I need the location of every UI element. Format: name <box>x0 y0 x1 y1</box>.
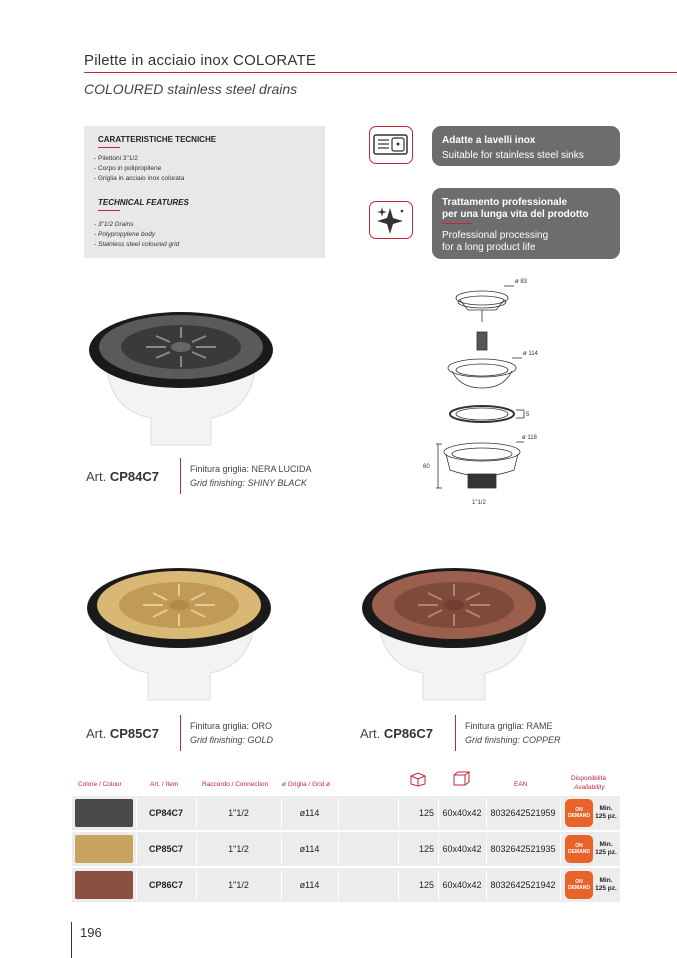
technical-drawing <box>420 276 580 511</box>
badge-line: DEMAND <box>568 849 590 855</box>
finish-it: Finitura griglia: ORO <box>190 721 273 731</box>
page-number-bar <box>71 922 72 958</box>
cell-dims: 60x40x42 <box>442 808 482 818</box>
dimension-label: ø 118 <box>522 435 537 441</box>
cell-dims: 60x40x42 <box>442 880 482 890</box>
cell-min-qty <box>592 868 620 902</box>
caption-divider <box>180 458 181 494</box>
product-image-cp84c7 <box>86 300 276 450</box>
column-divider <box>560 870 561 900</box>
col-header-colour: Colore / Colour <box>78 781 122 788</box>
article-number: CP85C7 <box>109 726 159 741</box>
cell-min-qty <box>592 832 620 866</box>
cell-grid: ø114 <box>299 844 320 854</box>
article-number: CP86C7 <box>383 726 433 741</box>
article-code <box>86 469 159 484</box>
on-demand-badge <box>562 868 596 902</box>
sparkle-icon <box>369 201 413 239</box>
cell-qty: 125 <box>418 844 434 854</box>
col-header-ean: EAN <box>514 781 528 788</box>
min-value: 125 pz. <box>595 813 617 820</box>
finish-info <box>190 719 273 747</box>
cell-dims: 60x40x42 <box>442 844 482 854</box>
finish-en: Grid finishing: SHINY BLACK <box>190 478 307 488</box>
finish-info <box>190 462 312 490</box>
cell-grid: ø114 <box>299 880 320 890</box>
colour-swatch <box>74 796 134 830</box>
article-prefix: Art. <box>86 469 107 484</box>
min-label: Min. <box>599 841 613 848</box>
column-divider <box>338 798 339 828</box>
column-divider <box>338 834 339 864</box>
sink-icon <box>369 126 413 164</box>
article-number: CP84C7 <box>109 469 159 484</box>
cell-item: CP84C7 <box>148 808 184 818</box>
feature-title: Trattamento professionale <box>442 197 568 208</box>
feature-professional-processing <box>432 188 620 259</box>
cell-ean: 8032642521942 <box>490 880 556 890</box>
finish-en: Grid finishing: COPPER <box>465 735 561 745</box>
dimension-label: ø 114 <box>523 351 538 357</box>
page-number: 196 <box>80 925 102 940</box>
article-code <box>360 726 433 741</box>
column-divider <box>338 870 339 900</box>
badge-line: DEMAND <box>568 885 590 891</box>
list-item: - Pilettoni 3"1/2 <box>94 154 184 164</box>
min-value: 125 pz. <box>595 849 617 856</box>
finish-it: Finitura griglia: RAME <box>465 721 553 731</box>
badge-line: ON <box>575 807 583 813</box>
cell-min-qty <box>592 796 620 830</box>
list-item: - 3"1/2 Drains <box>94 220 179 230</box>
cell-connection: 1"1/2 <box>228 808 249 818</box>
tech-list-en <box>94 220 179 250</box>
colour-swatch <box>74 832 134 866</box>
product-image-cp86c7 <box>358 560 550 710</box>
box-icon <box>409 771 427 792</box>
list-item: - Corpo in polipropilene <box>94 164 184 174</box>
caption-divider <box>180 715 181 751</box>
finish-it: Finitura griglia: NERA LUCIDA <box>190 464 312 474</box>
finish-en: Grid finishing: GOLD <box>190 735 274 745</box>
title-divider <box>84 72 677 73</box>
min-label: Min. <box>599 805 613 812</box>
feature-subtitle: Suitable for stainless steel sinks <box>442 150 584 161</box>
min-value: 125 pz. <box>595 885 617 892</box>
dimension-label: 5 <box>526 412 530 418</box>
badge-line: ON <box>575 843 583 849</box>
col-header-connection: Raccordo / Connection <box>202 781 269 788</box>
cell-qty: 125 <box>418 880 434 890</box>
package-size-icon <box>452 771 470 792</box>
column-divider <box>560 834 561 864</box>
article-prefix: Art. <box>360 726 381 741</box>
cell-ean: 8032642521935 <box>490 844 556 854</box>
on-demand-badge <box>562 832 596 866</box>
list-item: - Polypropylene body <box>94 230 179 240</box>
dimension-label: 60 <box>423 464 430 470</box>
col-header-item: Art. / Item <box>150 781 179 788</box>
col-header-grid: ø Griglia / Grid ø <box>282 781 331 788</box>
swatch-image <box>75 835 133 863</box>
table-row <box>72 868 620 902</box>
tech-heading-rule <box>98 210 120 211</box>
tech-heading-en: TECHNICAL FEATURES <box>98 198 189 207</box>
tech-heading-rule <box>98 147 120 148</box>
feature-subtitle: Professional processing <box>442 230 549 241</box>
table-row <box>72 796 620 830</box>
tech-heading-it: CARATTERISTICHE TECNICHE <box>98 135 217 144</box>
cell-grid: ø114 <box>299 808 320 818</box>
on-demand-badge <box>562 796 596 830</box>
feature-subtitle: for a long product life <box>442 242 536 253</box>
table-row <box>72 832 620 866</box>
badge-line: ON <box>575 879 583 885</box>
article-code <box>86 726 159 741</box>
product-image-cp85c7 <box>83 560 275 710</box>
caption-divider <box>455 715 456 751</box>
article-prefix: Art. <box>86 726 107 741</box>
col-header-availability-it: Disponibilità <box>571 775 607 782</box>
cell-qty: 125 <box>418 808 434 818</box>
colour-swatch <box>74 868 134 902</box>
page-subtitle: COLOURED stainless steel drains <box>84 81 298 97</box>
feature-rule <box>442 223 472 224</box>
tech-list-it <box>94 154 184 184</box>
list-item: - Griglia in acciaio inox colorata <box>94 174 184 184</box>
dimension-label: 1"1/2 <box>472 500 486 506</box>
swatch-image <box>75 799 133 827</box>
swatch-image <box>75 871 133 899</box>
min-label: Min. <box>599 877 613 884</box>
feature-title: per una lunga vita del prodotto <box>442 209 589 220</box>
finish-info <box>465 719 561 747</box>
col-header-availability-en: Availability <box>574 784 605 791</box>
cell-item: CP85C7 <box>148 844 184 854</box>
cell-connection: 1"1/2 <box>228 844 249 854</box>
dimension-label: ø 83 <box>515 279 528 285</box>
cell-connection: 1"1/2 <box>228 880 249 890</box>
page-title: Pilette in acciaio inox COLORATE <box>84 52 317 69</box>
badge-line: DEMAND <box>568 813 590 819</box>
cell-item: CP86C7 <box>148 880 184 890</box>
cell-ean: 8032642521959 <box>490 808 556 818</box>
column-divider <box>560 798 561 828</box>
feature-stainless-sinks <box>432 126 620 166</box>
technical-features-box <box>84 126 325 258</box>
feature-title: Adatte a lavelli inox <box>442 135 536 146</box>
list-item: - Stainless steel coloured grid <box>94 240 179 250</box>
